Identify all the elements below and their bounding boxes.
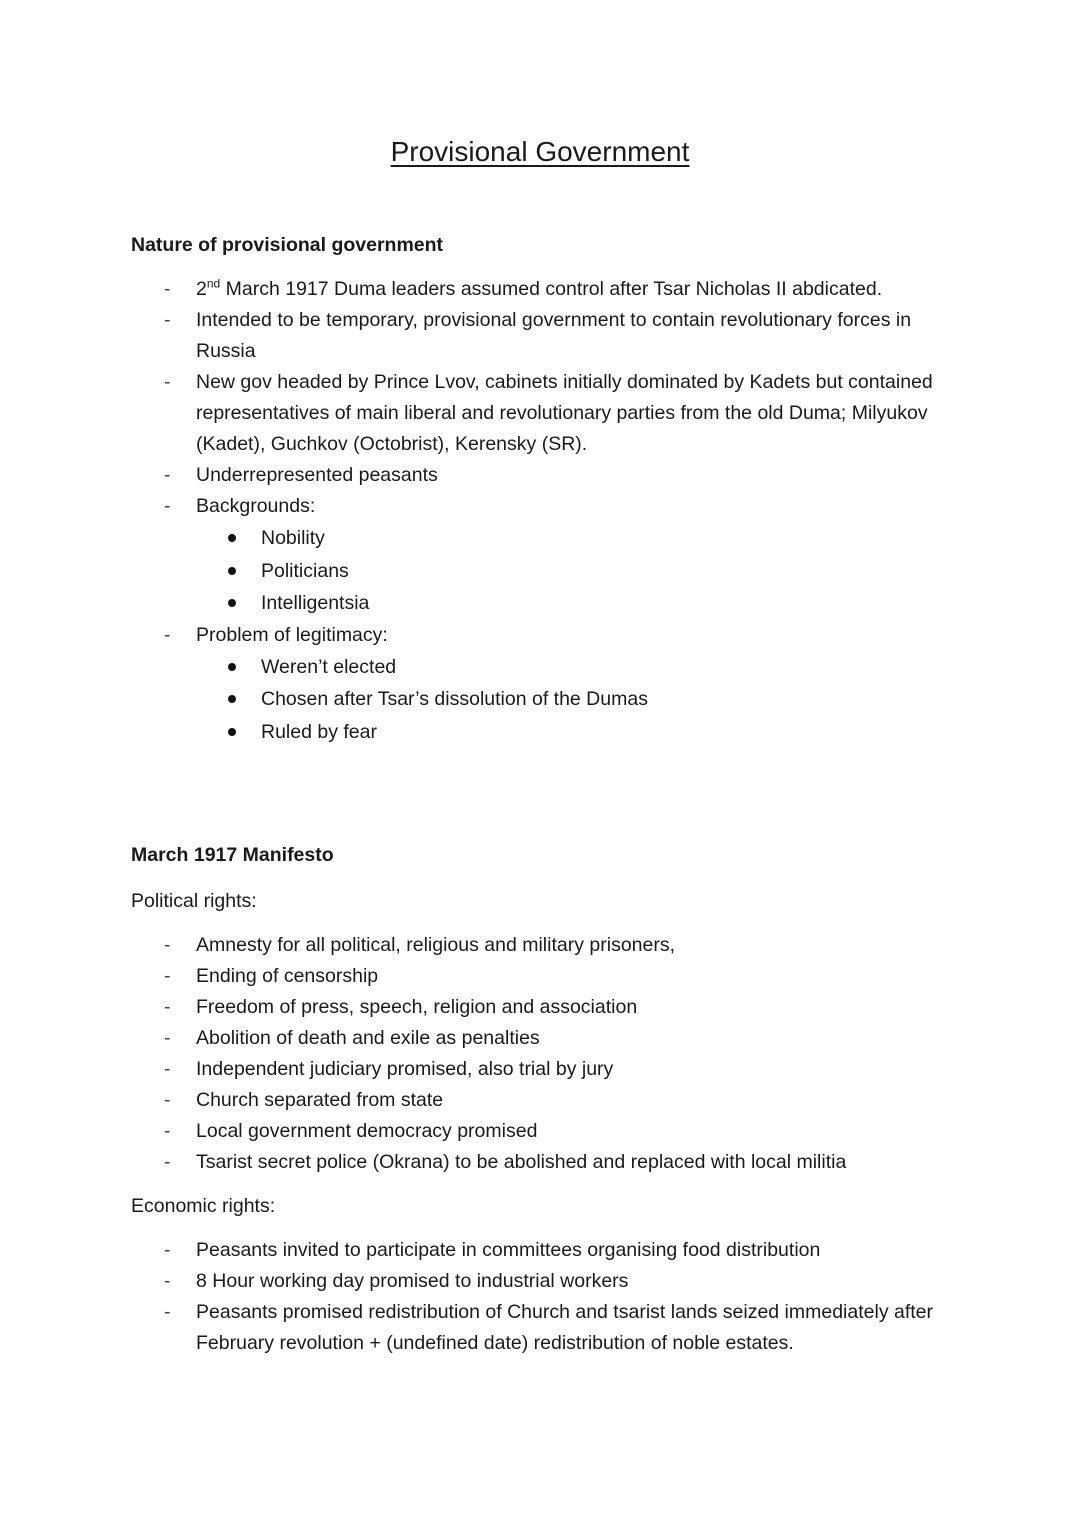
item-text: Abolition of death and exile as penalties: [196, 1027, 540, 1049]
list-item: [131, 274, 951, 305]
item-text: Nobility: [261, 527, 325, 549]
dash-marker: -: [164, 965, 171, 987]
item-text: March 1917 Duma leaders assumed control after Tsar Nicholas II abdicated.: [225, 278, 883, 300]
list-item: [131, 491, 951, 522]
section-heading: Nature of provisional government: [131, 234, 444, 256]
dash-marker: -: [164, 1151, 171, 1173]
item-text: Weren’t elected: [261, 655, 397, 678]
political-rights-list: [131, 930, 951, 1178]
list-item: [131, 1297, 951, 1359]
item-text: Freedom of press, speech, religion and association: [196, 996, 638, 1018]
item-text: Tsarist secret police (Okrana) to be abolished and replaced with local militia: [196, 1151, 847, 1173]
list-item: [131, 1147, 951, 1178]
political-rights-heading: Political rights:: [131, 890, 257, 912]
backgrounds-list: [131, 522, 951, 620]
item-text: Intended to be temporary, provisional government to contain revolutionary forces in Russia: [196, 309, 912, 362]
item-text: Peasants invited to participate in committees organising food distribution: [196, 1239, 821, 1261]
dash-marker: -: [164, 623, 171, 646]
dash-marker: -: [164, 934, 171, 956]
dash-marker: -: [164, 371, 171, 393]
list-item: [131, 683, 951, 716]
item-text: Local government democracy promised: [196, 1120, 538, 1142]
bullet-icon: [228, 534, 236, 542]
dash-marker: -: [164, 1027, 171, 1049]
ordinal-suffix: nd: [206, 276, 221, 291]
list-item: [131, 651, 951, 684]
dash-marker: -: [164, 495, 171, 517]
bullet-icon: [228, 728, 236, 736]
list-item: [131, 1235, 951, 1266]
item-text: Underrepresented peasants: [196, 464, 438, 486]
item-text: Peasants promised redistribution of Church and tsarist lands seized immediately after February revolution + (undefined date) redistribution of noble estates.: [196, 1301, 934, 1354]
list-item: [131, 1116, 951, 1147]
item-text: Ruled by fear: [261, 720, 377, 743]
section-nature: [131, 232, 951, 748]
dash-marker: -: [164, 1089, 171, 1111]
legitimacy-list: [131, 651, 951, 749]
dash-marker: -: [164, 278, 171, 300]
dash-marker: -: [164, 1301, 171, 1323]
item-text: Amnesty for all political, religious and military prisoners,: [196, 934, 676, 956]
section-heading: March 1917 Manifesto: [131, 844, 334, 866]
list-item: [131, 522, 951, 555]
bullet-icon: [228, 695, 236, 703]
page-title: [0, 132, 1080, 172]
bullet-icon: [228, 599, 236, 607]
list-item: [131, 620, 951, 651]
list-item: [131, 367, 951, 460]
item-text: 8 Hour working day promised to industrial workers: [196, 1270, 629, 1292]
item-text: Backgrounds:: [196, 495, 316, 517]
list-item: [131, 1085, 951, 1116]
dash-marker: -: [164, 1270, 171, 1292]
list-item: [131, 961, 951, 992]
dash-marker: -: [164, 1239, 171, 1261]
item-text: Problem of legitimacy:: [196, 623, 388, 646]
item-text: Chosen after Tsar’s dissolution of the Dumas: [261, 688, 648, 710]
list-item: [131, 587, 951, 620]
dash-marker: -: [164, 996, 171, 1018]
nature-list: [131, 274, 951, 522]
list-item: [131, 1266, 951, 1297]
item-text: Politicians: [261, 559, 349, 582]
item-day: 2: [196, 278, 207, 300]
nature-list-continued: [131, 620, 951, 651]
dash-marker: -: [164, 1058, 171, 1080]
economic-rights-heading: Economic rights:: [131, 1195, 276, 1217]
item-text: New gov headed by Prince Lvov, cabinets initially dominated by Kadets but contained representatives of main liberal and revolutionary parties from the old Duma; Milyukov (Kadet), Guchkov (Octobrist), Kerensky (SR).: [196, 371, 933, 455]
list-item: [131, 930, 951, 961]
list-item: [131, 716, 951, 749]
dash-marker: -: [164, 1120, 171, 1142]
list-item: [131, 1023, 951, 1054]
dash-marker: -: [164, 309, 171, 331]
page-title-text: Provisional Government: [390, 136, 690, 167]
bullet-icon: [228, 663, 236, 671]
list-item: [131, 1054, 951, 1085]
list-item: [131, 992, 951, 1023]
dash-marker: -: [164, 464, 171, 486]
item-text: Ending of censorship: [196, 965, 379, 987]
item-text: Church separated from state: [196, 1089, 444, 1111]
item-text: Intelligentsia: [261, 592, 370, 614]
list-item: [131, 460, 951, 491]
list-item: [131, 305, 951, 367]
list-item: [131, 555, 951, 588]
economic-rights-list: [131, 1235, 951, 1359]
section-manifesto: [131, 842, 951, 1359]
item-text: Independent judiciary promised, also trial by jury: [196, 1058, 614, 1080]
bullet-icon: [228, 567, 236, 575]
